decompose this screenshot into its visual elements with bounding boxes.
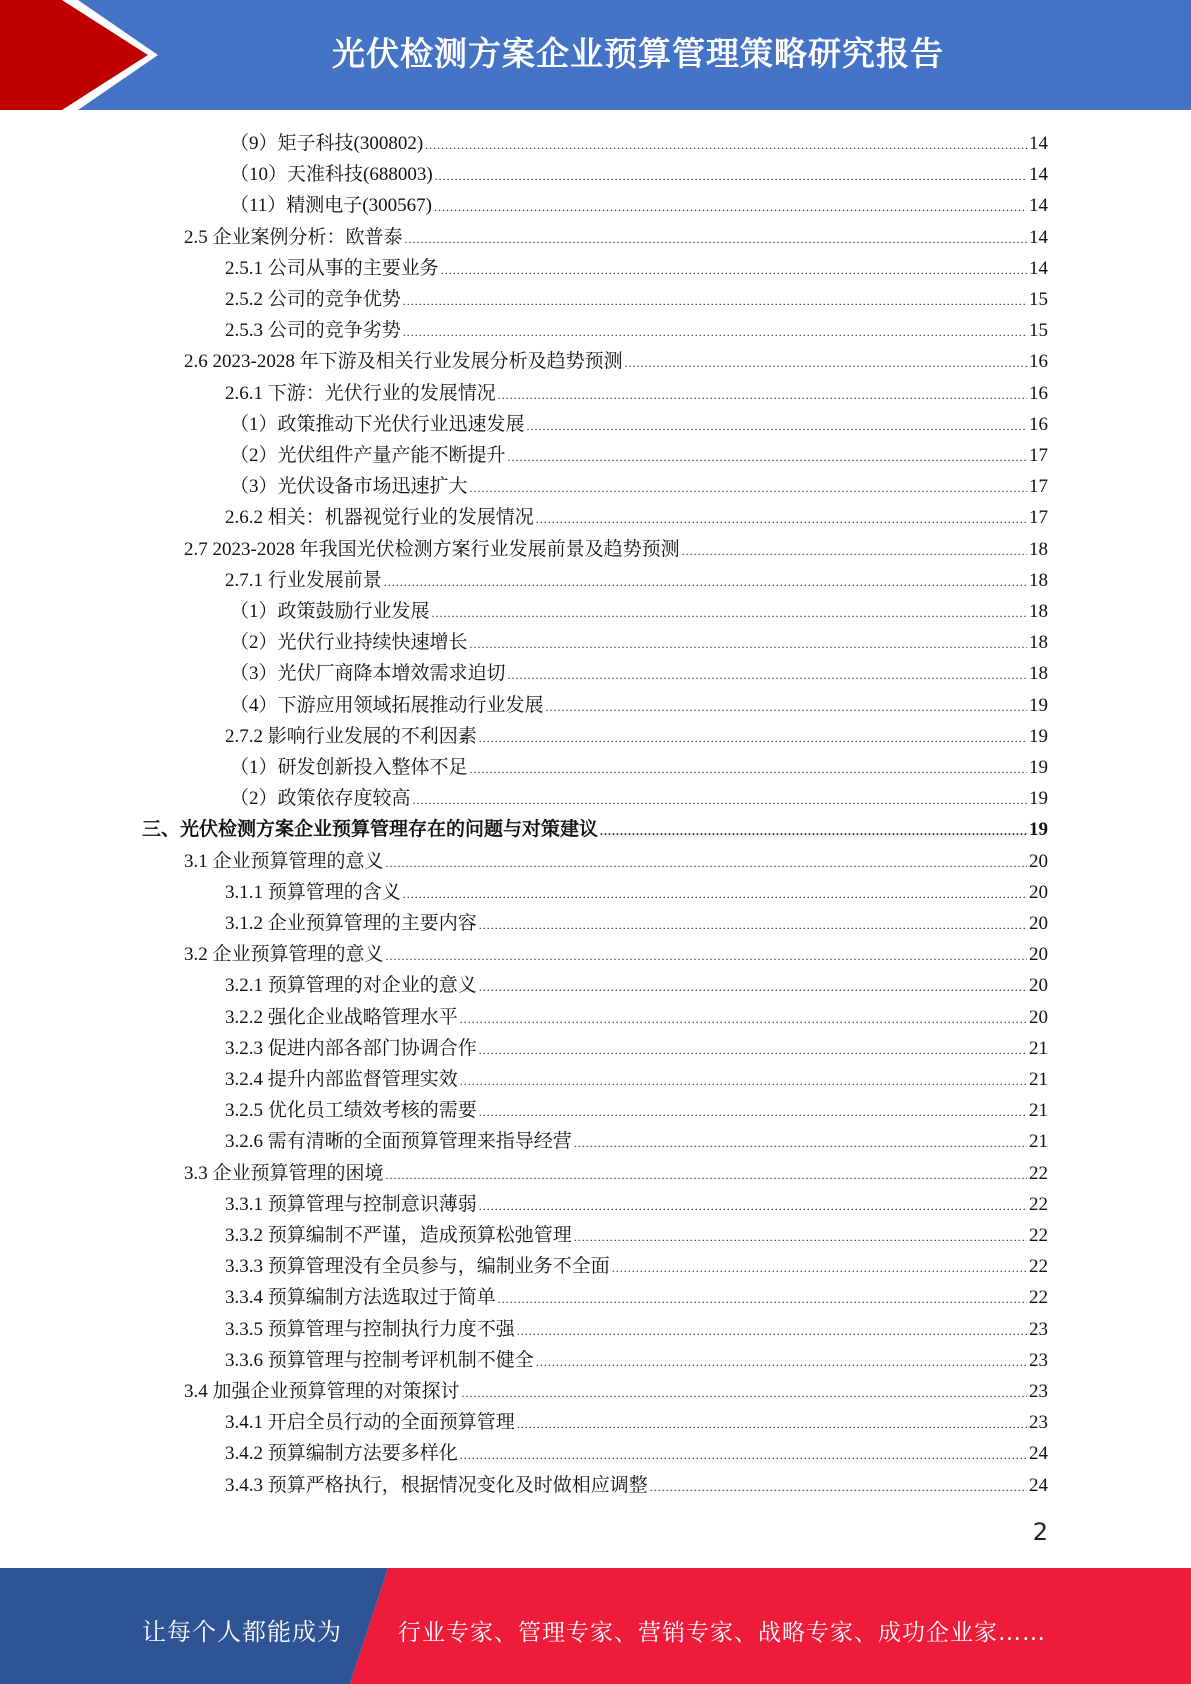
toc-entry[interactable] xyxy=(184,534,1048,565)
toc-entry[interactable] xyxy=(225,502,1048,533)
toc-entry[interactable] xyxy=(225,1189,1048,1220)
toc-entry-page: 24 xyxy=(1029,1475,1048,1496)
toc-dot-leader xyxy=(612,1251,1027,1284)
toc-entry[interactable] xyxy=(225,1064,1048,1095)
footer-slogan-left: 让每个人都能成为 xyxy=(142,1618,342,1646)
toc-entry-title: 3.2 企业预算管理的意义 xyxy=(184,944,384,965)
toc-entry-page: 19 xyxy=(1029,788,1048,809)
toc-entry[interactable] xyxy=(225,1095,1048,1126)
toc-dot-leader xyxy=(479,970,1027,1003)
toc-dot-leader xyxy=(527,409,1027,442)
toc-entry-title: （2）政策依存度较高 xyxy=(230,788,411,809)
toc-entry-page: 20 xyxy=(1029,975,1048,996)
toc-dot-leader xyxy=(536,1345,1027,1378)
toc-entry-title: 2.6 2023-2028 年下游及相关行业发展分析及趋势预测 xyxy=(184,351,623,372)
toc-entry[interactable] xyxy=(184,1158,1048,1189)
toc-entry-title: 2.5.1 公司从事的主要业务 xyxy=(225,258,439,279)
toc-entry-page: 17 xyxy=(1029,476,1048,497)
page-number: 2 xyxy=(1032,1518,1048,1546)
toc-entry[interactable] xyxy=(184,222,1048,253)
toc-entry-page: 23 xyxy=(1029,1350,1048,1371)
toc-dot-leader xyxy=(435,159,1027,192)
toc-entry-title: 三、光伏检测方案企业预算管理存在的问题与对策建议 xyxy=(142,819,599,840)
toc-entry[interactable] xyxy=(230,658,1048,689)
toc-entry-title: 3.3 企业预算管理的困境 xyxy=(184,1163,384,1184)
toc-entry-title: 2.5 企业案例分析：欧普泰 xyxy=(184,227,403,248)
toc-entry[interactable] xyxy=(225,253,1048,284)
toc-entry-page: 20 xyxy=(1029,944,1048,965)
toc-entry-page: 16 xyxy=(1029,383,1048,404)
toc-entry-title: 3.2.6 需有清晰的全面预算管理来指导经营 xyxy=(225,1131,572,1152)
toc-entry[interactable] xyxy=(184,939,1048,970)
toc-entry-page: 14 xyxy=(1029,195,1048,216)
toc-entry-page: 17 xyxy=(1029,507,1048,528)
toc-dot-leader xyxy=(460,1002,1027,1035)
toc-entry-title: 3.4.1 开启全员行动的全面预算管理 xyxy=(225,1412,515,1433)
toc-entry-page: 15 xyxy=(1029,320,1048,341)
toc-dot-leader xyxy=(470,471,1027,504)
toc-dot-leader xyxy=(479,1095,1027,1128)
toc-entry-page: 22 xyxy=(1029,1256,1048,1277)
toc-dot-leader xyxy=(498,378,1027,411)
toc-dot-leader xyxy=(508,658,1027,691)
toc-entry-page: 19 xyxy=(1029,695,1048,716)
toc-entry[interactable] xyxy=(225,1220,1048,1251)
toc-dot-leader xyxy=(498,1282,1027,1315)
toc-entry-page: 14 xyxy=(1029,227,1048,248)
footer-slogan-right: 行业专家、管理专家、营销专家、战略专家、成功企业家…… xyxy=(398,1620,1046,1646)
toc-entry-page: 23 xyxy=(1029,1412,1048,1433)
toc-entry[interactable] xyxy=(184,1376,1048,1407)
toc-entry-page: 22 xyxy=(1029,1225,1048,1246)
toc-entry-page: 19 xyxy=(1029,819,1048,840)
toc-entry-title: 3.2.2 强化企业战略管理水平 xyxy=(225,1007,458,1028)
toc-entry-title: （1）政策鼓励行业发展 xyxy=(230,601,430,622)
toc-entry-page: 18 xyxy=(1029,663,1048,684)
toc-entry-page: 22 xyxy=(1029,1163,1048,1184)
toc-dot-leader xyxy=(479,1189,1027,1222)
toc-entry-title: 3.4 加强企业预算管理的对策探讨 xyxy=(184,1381,460,1402)
toc-entry-title: （2）光伏行业持续快速增长 xyxy=(230,632,468,653)
toc-entry-title: （1）研发创新投入整体不足 xyxy=(230,757,468,778)
toc-dot-leader xyxy=(403,315,1027,348)
toc-dot-leader xyxy=(650,1470,1027,1503)
toc-entry-page: 21 xyxy=(1029,1038,1048,1059)
toc-entry[interactable] xyxy=(225,565,1048,596)
toc-entry-page: 16 xyxy=(1029,414,1048,435)
toc-entry-title: 3.2.4 提升内部监督管理实效 xyxy=(225,1069,458,1090)
toc-dot-leader xyxy=(517,1314,1027,1347)
toc-entry[interactable] xyxy=(225,970,1048,1001)
toc-dot-leader xyxy=(600,814,1027,847)
toc-entry-title: 3.3.4 预算编制方法选取过于简单 xyxy=(225,1287,496,1308)
toc-dot-leader xyxy=(546,690,1027,723)
toc-entry-title: 2.5.3 公司的竞争劣势 xyxy=(225,320,401,341)
toc-entry-title: 3.1.1 预算管理的含义 xyxy=(225,882,401,903)
toc-entry[interactable] xyxy=(184,846,1048,877)
toc-dot-leader xyxy=(508,440,1027,473)
toc-entry-title: 3.3.5 预算管理与控制执行力度不强 xyxy=(225,1319,515,1340)
toc-dot-leader xyxy=(441,253,1027,286)
toc-entry-title: 2.5.2 公司的竞争优势 xyxy=(225,289,401,310)
toc-entry-title: 2.7.2 影响行业发展的不利因素 xyxy=(225,726,477,747)
toc-entry-title: 3.2.3 促进内部各部门协调合作 xyxy=(225,1038,477,1059)
toc-entry-title: 3.3.6 预算管理与控制考评机制不健全 xyxy=(225,1350,534,1371)
toc-entry-title: （3）光伏厂商降本增效需求迫切 xyxy=(230,663,506,684)
toc-dot-leader xyxy=(413,783,1027,816)
toc-entry-page: 17 xyxy=(1029,445,1048,466)
toc-entry[interactable] xyxy=(225,877,1048,908)
toc-entry[interactable] xyxy=(225,1314,1048,1345)
toc-dot-leader xyxy=(682,534,1027,567)
toc-dot-leader xyxy=(460,1064,1027,1097)
toc-entry[interactable] xyxy=(230,159,1048,190)
toc-dot-leader xyxy=(460,1438,1027,1471)
toc-dot-leader xyxy=(625,346,1027,379)
toc-entry-page: 18 xyxy=(1029,632,1048,653)
toc-entry-page: 16 xyxy=(1029,351,1048,372)
toc-entry-title: （2）光伏组件产量产能不断提升 xyxy=(230,445,506,466)
toc-entry[interactable] xyxy=(230,627,1048,658)
toc-dot-leader xyxy=(462,1376,1027,1409)
toc-entry-page: 19 xyxy=(1029,726,1048,747)
toc-entry[interactable] xyxy=(230,409,1048,440)
toc-entry-page: 20 xyxy=(1029,882,1048,903)
toc-entry-page: 14 xyxy=(1029,164,1048,185)
toc-entry[interactable] xyxy=(230,690,1048,721)
toc-entry-title: （4）下游应用领域拓展推动行业发展 xyxy=(230,695,544,716)
toc-entry-title: 3.4.3 预算严格执行，根据情况变化及时做相应调整 xyxy=(225,1475,648,1496)
toc-entry-title: 3.3.2 预算编制不严谨，造成预算松弛管理 xyxy=(225,1225,572,1246)
toc-dot-leader xyxy=(405,222,1027,255)
toc-entry[interactable] xyxy=(230,596,1048,627)
toc-entry[interactable] xyxy=(230,190,1048,221)
toc-entry[interactable] xyxy=(225,315,1048,346)
toc-entry-title: （1）政策推动下光伏行业迅速发展 xyxy=(230,414,525,435)
toc-dot-leader xyxy=(479,721,1027,754)
toc-entry-page: 22 xyxy=(1029,1287,1048,1308)
toc-entry-page: 23 xyxy=(1029,1319,1048,1340)
toc-entry-title: 3.4.2 预算编制方法要多样化 xyxy=(225,1443,458,1464)
toc-entry-title: （11）精测电子(300567) xyxy=(230,195,432,216)
toc-entry-page: 18 xyxy=(1029,570,1048,591)
toc-dot-leader xyxy=(425,128,1027,161)
toc-entry-page: 20 xyxy=(1029,851,1048,872)
toc-entry-title: 3.2.5 优化员工绩效考核的需要 xyxy=(225,1100,477,1121)
toc-entry[interactable] xyxy=(225,1002,1048,1033)
toc-dot-leader xyxy=(434,190,1027,223)
toc-entry-title: 3.2.1 预算管理的对企业的意义 xyxy=(225,975,477,996)
toc-dot-leader xyxy=(517,1407,1027,1440)
toc-entry-page: 20 xyxy=(1029,913,1048,934)
toc-dot-leader xyxy=(479,1033,1027,1066)
toc-entry-page: 14 xyxy=(1029,258,1048,279)
toc-entry[interactable] xyxy=(230,783,1048,814)
toc-entry[interactable] xyxy=(225,1126,1048,1157)
toc-entry-title: 2.6.2 相关：机器视觉行业的发展情况 xyxy=(225,507,534,528)
toc-entry-page: 22 xyxy=(1029,1194,1048,1215)
page-header xyxy=(0,0,1191,110)
toc-entry-page: 21 xyxy=(1029,1069,1048,1090)
toc-entry-page: 20 xyxy=(1029,1007,1048,1028)
toc-entry[interactable] xyxy=(225,1033,1048,1064)
toc-entry[interactable] xyxy=(225,378,1048,409)
toc-entry-page: 23 xyxy=(1029,1381,1048,1402)
toc-dot-leader xyxy=(403,877,1027,910)
toc-entry-page: 21 xyxy=(1029,1100,1048,1121)
toc-dot-leader xyxy=(479,908,1027,941)
toc-dot-leader xyxy=(386,846,1027,879)
toc-entry-page: 18 xyxy=(1029,601,1048,622)
toc-entry-page: 14 xyxy=(1029,133,1048,154)
toc-dot-leader xyxy=(432,596,1027,629)
toc-entry[interactable] xyxy=(230,471,1048,502)
toc-entry-title: （3）光伏设备市场迅速扩大 xyxy=(230,476,468,497)
toc-dot-leader xyxy=(386,1158,1027,1191)
toc-entry[interactable] xyxy=(225,1345,1048,1376)
toc-entry-page: 19 xyxy=(1029,757,1048,778)
toc-entry-title: （10）天准科技(688003) xyxy=(230,164,433,185)
toc-dot-leader xyxy=(470,752,1027,785)
toc-entry[interactable] xyxy=(225,1438,1048,1469)
toc-entry[interactable] xyxy=(225,284,1048,315)
toc-entry[interactable] xyxy=(142,814,1048,845)
toc-entry[interactable] xyxy=(225,1407,1048,1438)
toc-entry-title: 3.1.2 企业预算管理的主要内容 xyxy=(225,913,477,934)
toc-entry[interactable] xyxy=(230,440,1048,471)
toc-entry-page: 18 xyxy=(1029,539,1048,560)
toc-entry-title: （9）矩子科技(300802) xyxy=(230,133,424,154)
toc-dot-leader xyxy=(384,565,1027,598)
page-footer xyxy=(0,1568,1191,1684)
toc-dot-leader xyxy=(386,939,1027,972)
toc-entry[interactable] xyxy=(225,1470,1048,1501)
toc-entry[interactable] xyxy=(230,128,1048,159)
toc-entry[interactable] xyxy=(184,346,1048,377)
toc-dot-leader xyxy=(574,1126,1027,1159)
toc-entry[interactable] xyxy=(230,752,1048,783)
toc-entry[interactable] xyxy=(225,1251,1048,1282)
toc-entry[interactable] xyxy=(225,1282,1048,1313)
toc-entry[interactable] xyxy=(225,721,1048,752)
toc-dot-leader xyxy=(536,502,1027,535)
toc-entry-title: 3.3.3 预算管理没有全员参与，编制业务不全面 xyxy=(225,1256,610,1277)
toc-entry-title: 2.7.1 行业发展前景 xyxy=(225,570,382,591)
toc-entry-page: 24 xyxy=(1029,1443,1048,1464)
toc-entry-title: 2.6.1 下游：光伏行业的发展情况 xyxy=(225,383,496,404)
toc-entry[interactable] xyxy=(225,908,1048,939)
toc-entry-page: 21 xyxy=(1029,1131,1048,1152)
report-title: 光伏检测方案企业预算管理策略研究报告 xyxy=(332,34,944,73)
toc-dot-leader xyxy=(403,284,1027,317)
toc-entry-title: 3.1 企业预算管理的意义 xyxy=(184,851,384,872)
toc-entry-page: 15 xyxy=(1029,289,1048,310)
toc-dot-leader xyxy=(574,1220,1027,1253)
toc-dot-leader xyxy=(470,627,1027,660)
toc-entry-title: 3.3.1 预算管理与控制意识薄弱 xyxy=(225,1194,477,1215)
toc-entry-title: 2.7 2023-2028 年我国光伏检测方案行业发展前景及趋势预测 xyxy=(184,539,680,560)
